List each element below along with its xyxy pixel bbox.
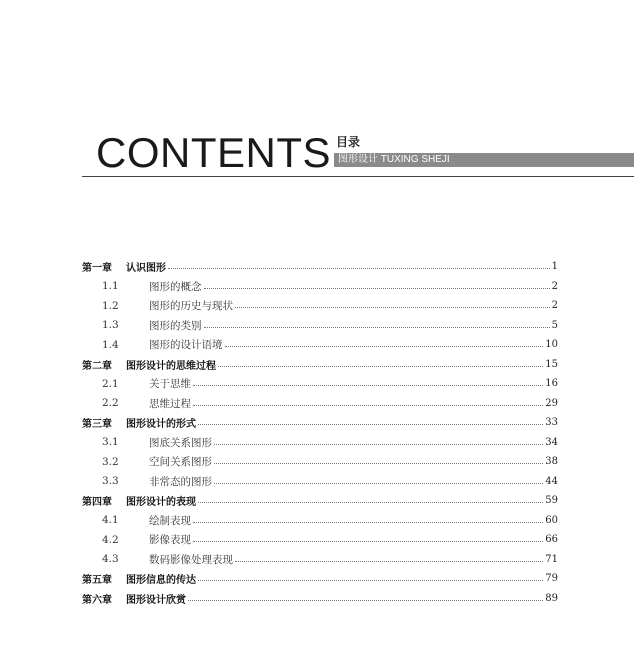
toc-entry-title: 图底关系图形 [149, 436, 212, 449]
toc-entry-title: 数码影像处理表现 [149, 553, 233, 566]
toc-entry-number: 2.2 [102, 397, 119, 410]
toc-page-number: 79 [545, 573, 558, 585]
dot-leader [198, 580, 543, 581]
toc-entry-title: 思维过程 [149, 397, 191, 410]
toc-page-number: 16 [545, 378, 558, 390]
subtitle-text: 图形设计 TUXING SHEJI [338, 154, 450, 165]
dot-leader [225, 346, 544, 347]
toc-page-number: 44 [545, 475, 558, 487]
toc-entry-number: 3.3 [102, 475, 119, 488]
toc-page-number: 66 [545, 534, 558, 546]
toc-page-number: 89 [545, 592, 558, 604]
toc-entry-number: 第六章 [82, 594, 112, 606]
dot-leader [214, 444, 543, 445]
toc-chapter-row[interactable] [82, 589, 558, 609]
toc-entry-number: 3.2 [102, 455, 119, 468]
toc-section-row[interactable] [82, 550, 558, 570]
toc-section-row[interactable] [82, 277, 558, 297]
toc-entry-title: 图形信息的传达 [126, 575, 196, 587]
toc-entry-title: 关于思维 [149, 378, 191, 391]
toc-chapter-row[interactable] [82, 355, 558, 375]
toc-section-row[interactable] [82, 394, 558, 414]
dot-leader [235, 307, 550, 308]
toc-entry-title: 图形的历史与现状 [149, 300, 233, 313]
toc-page-number: 33 [545, 417, 558, 429]
toc-page-number: 10 [545, 339, 558, 351]
toc-entry-number: 3.1 [102, 436, 119, 449]
dot-leader [193, 405, 543, 406]
toc-entry-number: 1.3 [102, 319, 119, 332]
toc-page-number: 15 [545, 358, 558, 370]
toc-entry-number: 4.3 [102, 553, 119, 566]
toc-section-row[interactable] [82, 433, 558, 453]
dot-leader [193, 541, 543, 542]
toc-entry-number: 1.4 [102, 338, 119, 351]
dot-leader [235, 561, 543, 562]
toc-entry-number: 1.2 [102, 299, 119, 312]
toc-chapter-row[interactable] [82, 413, 558, 433]
dot-leader [168, 268, 550, 269]
toc-entry-number: 第四章 [82, 497, 112, 509]
toc-chapter-row[interactable] [82, 569, 558, 589]
toc-entry-number: 第二章 [82, 360, 112, 372]
toc-section-row[interactable] [82, 530, 558, 550]
toc-section-row[interactable] [82, 452, 558, 472]
toc-entry-number: 4.1 [102, 514, 119, 527]
contents-header [0, 0, 634, 190]
toc-entry-number: 1.1 [102, 280, 119, 293]
toc-entry-title: 图形的概念 [149, 280, 202, 293]
toc-section-row[interactable] [82, 335, 558, 355]
dot-leader [193, 522, 543, 523]
toc-page-number: 5 [551, 319, 558, 331]
header-divider [82, 176, 634, 177]
toc-chapter-row[interactable] [82, 257, 558, 277]
toc-entry-number: 第一章 [82, 263, 112, 275]
toc-entry-title: 影像表现 [149, 534, 191, 547]
toc-page-number: 59 [545, 495, 558, 507]
toc-section-row[interactable] [82, 296, 558, 316]
dot-leader [204, 288, 550, 289]
toc-entry-title: 绘制表现 [149, 514, 191, 527]
dot-leader [188, 600, 543, 601]
dot-leader [204, 327, 550, 328]
toc-page-number: 2 [551, 300, 558, 312]
toc-page-number: 2 [551, 280, 558, 292]
table-of-contents [82, 257, 558, 608]
toc-section-row[interactable] [82, 511, 558, 531]
toc-chapter-row[interactable] [82, 491, 558, 511]
toc-entry-title: 认识图形 [126, 263, 166, 275]
toc-section-row[interactable] [82, 374, 558, 394]
toc-entry-title: 图形的类别 [149, 319, 202, 332]
toc-page-number: 60 [545, 514, 558, 526]
toc-entry-title: 图形的设计语境 [149, 339, 223, 352]
toc-section-row[interactable] [82, 472, 558, 492]
toc-entry-title: 图形设计的形式 [126, 419, 196, 431]
toc-entry-number: 第五章 [82, 575, 112, 587]
dot-leader [193, 385, 543, 386]
chinese-title: 目录 [336, 135, 361, 149]
dot-leader [214, 463, 543, 464]
toc-page-number: 1 [551, 261, 558, 273]
subtitle-bar [334, 153, 634, 167]
dot-leader [218, 366, 543, 367]
toc-entry-title: 图形设计欣赏 [126, 594, 186, 606]
toc-entry-title: 空间关系图形 [149, 456, 212, 469]
toc-entry-title: 图形设计的表现 [126, 497, 196, 509]
toc-section-row[interactable] [82, 316, 558, 336]
toc-entry-number: 第三章 [82, 419, 112, 431]
contents-title: CONTENTS [96, 129, 331, 176]
toc-entry-title: 非常态的图形 [149, 475, 212, 488]
toc-page-number: 38 [545, 456, 558, 468]
toc-entry-number: 2.1 [102, 377, 119, 390]
toc-entry-title: 图形设计的思维过程 [126, 360, 216, 372]
toc-page-number: 34 [545, 436, 558, 448]
dot-leader [214, 483, 543, 484]
toc-page-number: 71 [545, 553, 558, 565]
toc-entry-number: 4.2 [102, 533, 119, 546]
toc-page-number: 29 [545, 397, 558, 409]
dot-leader [198, 502, 543, 503]
dot-leader [198, 424, 543, 425]
